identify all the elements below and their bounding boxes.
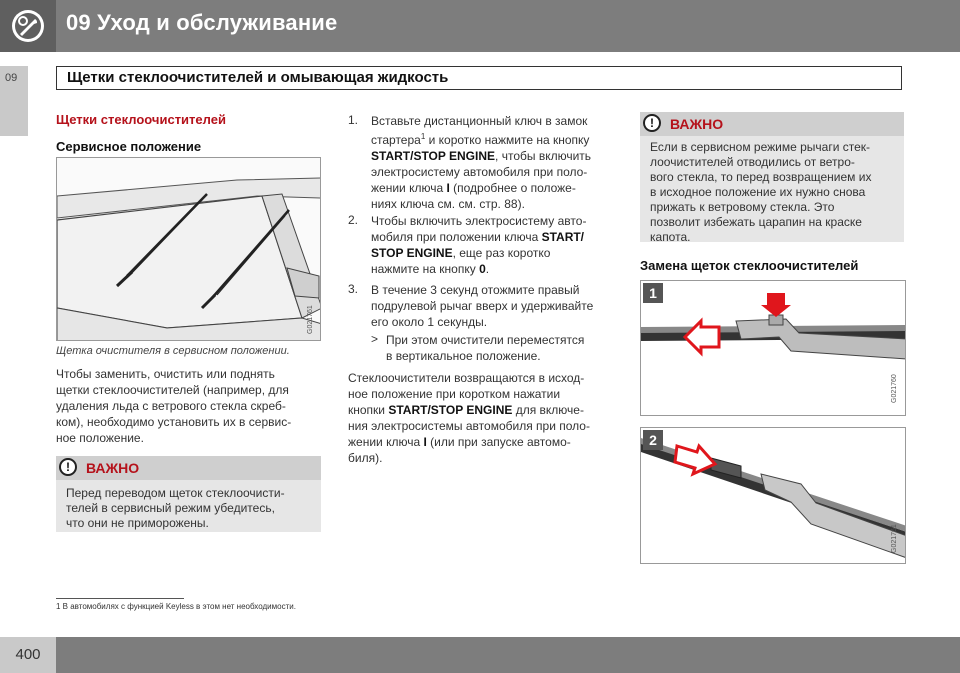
wrench-gear-icon — [10, 8, 46, 44]
important-text-line: лоочистителей отводились от ветро- — [650, 155, 855, 169]
important-box-col1 — [56, 456, 321, 532]
col1-subheading: Сервисное положение — [56, 139, 202, 154]
col2-after-text: Стеклоочистители возвращаются в исход- ное положение при коротком нажатии кнопки START/STOP ENGINE для включе- ния электросистемы автомобиля при поло- жении ключа I (или при запуске автомо- биля). — [348, 371, 590, 465]
windshield-illustration — [57, 158, 321, 341]
figure-step-number: 2 — [643, 430, 663, 450]
figure-code: G021761 — [307, 305, 314, 334]
step-number: 1. — [348, 113, 359, 127]
col1-body — [56, 366, 324, 446]
page-number: 400 — [0, 637, 56, 673]
important-title: ВАЖНО — [670, 116, 724, 132]
section-title-box — [56, 66, 902, 90]
important-text — [650, 140, 896, 245]
wiper-step2-figure — [640, 427, 906, 564]
step-3-text: В течение 3 секунд отожмите правый подрулевой рычаг вверх и удерживайте его около 1 секунды. — [371, 283, 594, 329]
col1-body-line: Чтобы заменить, очистить или поднять — [56, 367, 275, 381]
important-header — [640, 112, 904, 136]
important-text-line: позволит избежать царапин на краске — [650, 215, 862, 229]
side-tab-label: 09 — [5, 72, 18, 84]
important-header — [56, 456, 321, 480]
wiper-blade-illustration — [641, 281, 906, 416]
windshield-figure — [56, 157, 321, 341]
chapter-title: 09 Уход и обслуживание — [66, 10, 338, 35]
step-number: 3. — [348, 282, 359, 296]
figure-code: G021761 — [891, 524, 898, 553]
figure-step-number: 1 — [643, 283, 663, 303]
col1-body-line: ное положение. — [56, 431, 144, 445]
important-text-line: Если в сервисном режиме рычаги стек- — [650, 140, 871, 154]
step-1-text: Вставьте дистанционный ключ в замок стартера$^1$ и коротко нажмите на кнопку START/STOP ENGINE, чтобы включить электросистему автомобиля при поло- жении ключа I (подробнее о положе- ниях ключа см. см. стр. 88). — [371, 114, 592, 211]
figure-caption: Щетка очистителя в сервисном положении. — [56, 345, 290, 357]
wiper-blade-illustration — [641, 428, 906, 564]
col1-body-line: щетки стеклоочистителей (например, для — [56, 383, 289, 397]
important-text-line: вого стекла, то перед возвращением их — [650, 170, 872, 184]
footnote-divider — [56, 598, 184, 599]
col1-heading: Щетки стеклоочистителей — [56, 112, 226, 127]
important-text-line: что они не приморожены. — [66, 516, 209, 530]
figure-code: G021760 — [891, 374, 898, 403]
important-text — [66, 486, 313, 531]
exclamation-icon: ! — [643, 114, 661, 132]
important-box-col3 — [640, 112, 904, 242]
exclamation-icon: ! — [59, 458, 77, 476]
col1-body-line: удаления льда с ветрового стекла скреб- — [56, 399, 286, 413]
substep-marker: > — [371, 332, 379, 346]
important-title: ВАЖНО — [86, 460, 140, 476]
important-text-line: телей в сервисный режим убедитесь, — [66, 501, 275, 515]
important-text-line: в исходное положение их нужно снова — [650, 185, 866, 199]
col3-heading: Замена щеток стеклоочистителей — [640, 258, 859, 273]
step-2-text: Чтобы включить электросистему авто- мобиля при положении ключа START/ STOP ENGINE, еще раз коротко нажмите на кнопку 0. — [371, 214, 587, 276]
important-text-line: капота. — [650, 230, 691, 244]
important-text-line: прижать к ветровому стекла. Это — [650, 200, 835, 214]
important-text-line: Перед переводом щеток стеклоочисти- — [66, 486, 285, 500]
chapter-header — [0, 0, 960, 52]
substep-text: При этом очистители переместятся в вертикальное положение. — [386, 333, 585, 363]
page-footer — [0, 637, 960, 673]
step-number: 2. — [348, 213, 359, 227]
chapter-side-tab — [0, 66, 28, 136]
col1-body-line: ком), необходимо установить их в сервис- — [56, 415, 292, 429]
section-title: Щетки стеклоочистителей и омывающая жидкость — [67, 69, 449, 86]
wiper-step1-figure — [640, 280, 906, 416]
chapter-badge — [0, 0, 56, 52]
footnote: 1 В автомобилях с функцией Keyless в этом нет необходимости. — [56, 602, 296, 611]
